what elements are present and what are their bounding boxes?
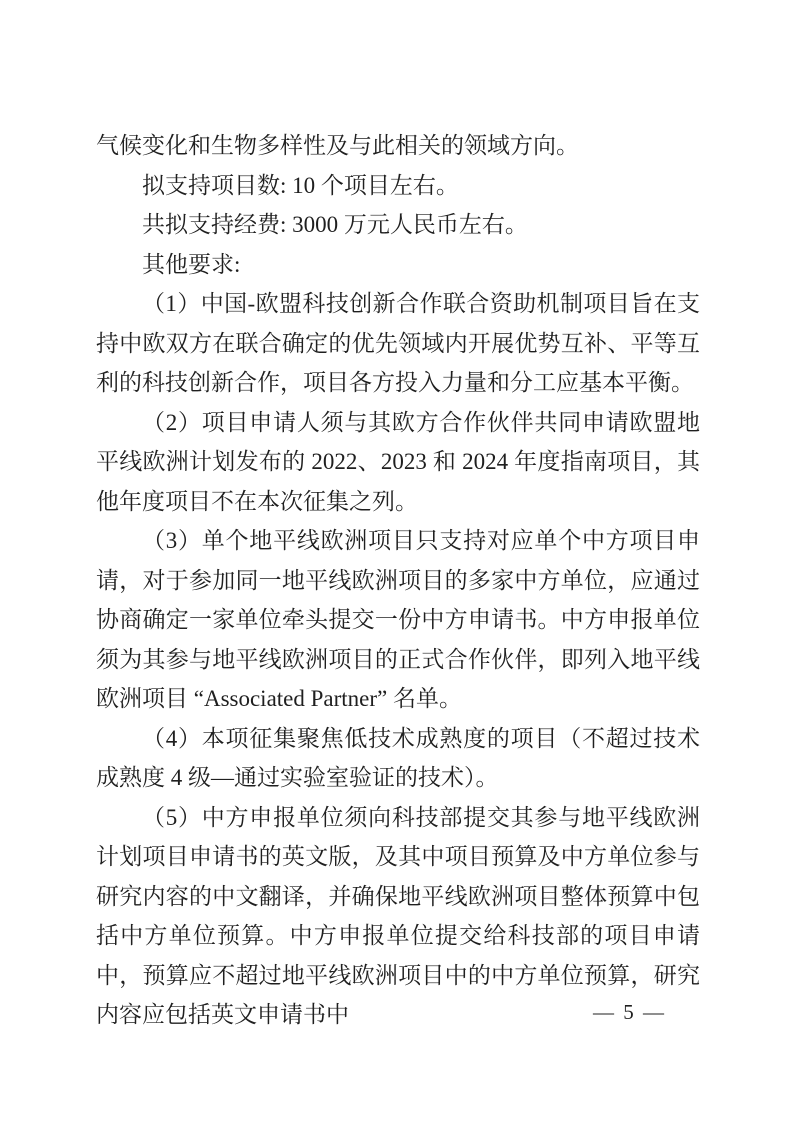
paragraph-requirement-2: （2）项目申请人须与其欧方合作伙伴共同申请欧盟地平线欧洲计划发布的 2022、2023 和 2024 年度指南项目，其他年度项目不在本次征集之列。 — [96, 409, 700, 514]
paragraph-requirement-4: （4）本项征集聚焦低技术成熟度的项目（不超过技术成熟度 4 级—通过实验室验证的技术）。 — [96, 725, 700, 790]
paragraph-total-funding: 共拟支持经费: 3000 万元人民币左右。 — [142, 212, 528, 237]
paragraph-projects-count: 拟支持项目数: 10 个项目左右。 — [142, 172, 459, 198]
document-body — [96, 126, 700, 1035]
paragraph-continuation: 气候变化和生物多样性及与此相关的领域方向。 — [96, 133, 579, 158]
paragraph-requirement-3: （3）单个地平线欧洲项目只支持对应单个中方项目申请，对于参加同一地平线欧洲项目的多家中方单位，应通过协商确定一家单位牵头提交一份中方申请书。中方申报单位须为其参与地平线欧洲项目的正式合作伙伴，即列入地平线欧洲项目 “Associated Partner” 名单。 — [96, 528, 700, 711]
paragraph-requirement-5: （5）中方申报单位须向科技部提交其参与地平线欧洲计划项目申请书的英文版，及其中项目预算及中方单位参与研究内容的中文翻译，并确保地平线欧洲项目整体预算中包括中方单位预算。中方申报单位提交给科技部的项目申请中，预算应不超过地平线欧洲项目中的中方单位预算，研究内容应包括英文申请书中 — [96, 804, 700, 1027]
page-number: — 5 — — [593, 1000, 666, 1024]
paragraph-requirement-1: （1）中国-欧盟科技创新合作联合资助机制项目旨在支持中欧双方在联合确定的优先领域内开展优势互补、平等互利的科技创新合作，项目各方投入力量和分工应基本平衡。 — [96, 291, 700, 395]
paragraph-other-requirements-heading: 其他要求: — [142, 251, 241, 277]
